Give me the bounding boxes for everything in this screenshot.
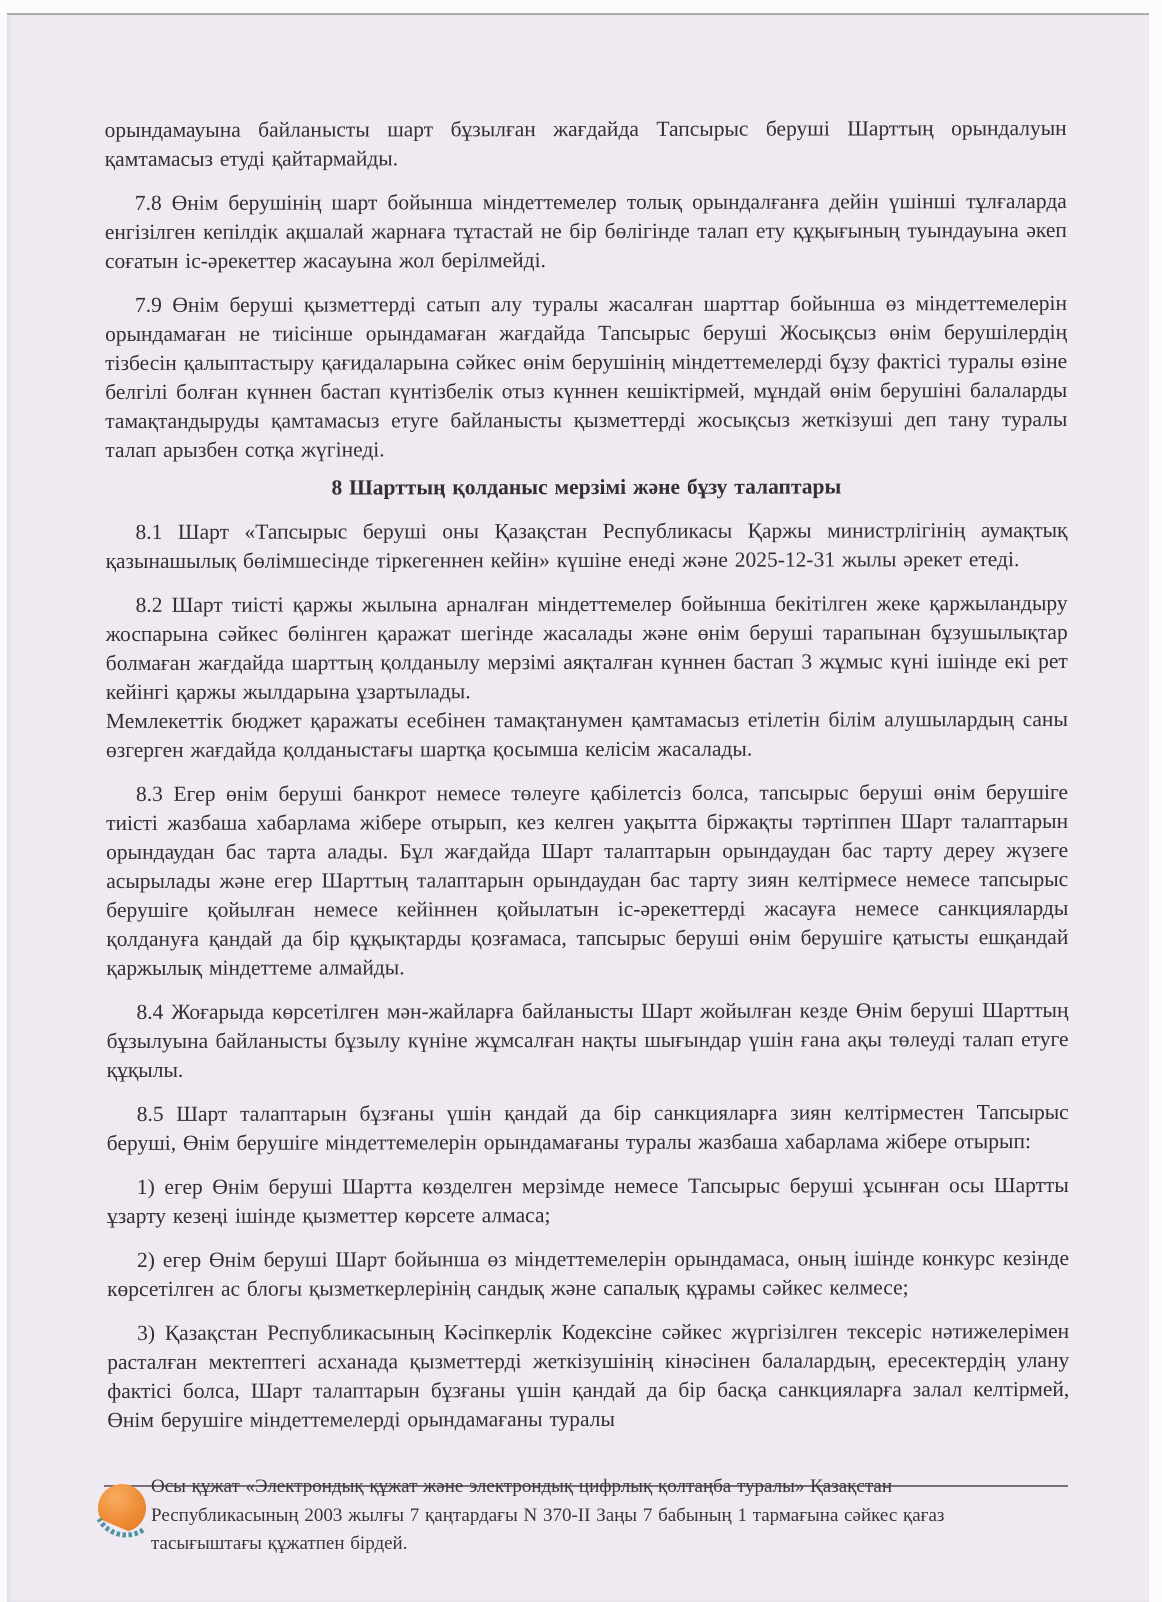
list-item-3: 3) Қазақстан Республикасының Кәсіпкерлік Кодексіне сәйкес жүргізілген тексеріс нәтижелерімен расталған мектептегі асханада қызметтерді жеткізушінің кінәсінен балалардың, ересектердің улану фактісі болса, Шарт талаптарын бұзғаны үшін қандай да бір басқа санкцияларға залал келтірмей, Өнім берушіге міндеттемелерді орындамағаны туралы	[107, 1318, 1070, 1433]
paragraph-7-9: 7.9 Өнім беруші қызметтерді сатып алу туралы жасалған шарттар бойынша өз міндеттемелерін орындамаған не тиісінше орындамаған жағдайда Тапсырыс беруші Жосықсыз өнім берушілердің тізбесін қалыптастыру қағидаларына сәйкес өнім берушінің міндеттемелерді бұзу фактісі туралы өзіне белгілі болған күннен бастап күнтізбелік отыз күннен кешіктірмей, мұндай өнім берушіні балаларды тамақтандыруды қамтамасыз етуге байланысты қызметтерді жосықсыз жеткізуші деп тану туралы талап арызбен сотқа жүгінеді.	[105, 290, 1068, 463]
paragraph-8-2-continuation: Мемлекеттік бюджет қаражаты есебінен тамақтанумен қамтамасыз етілетін білім алушылардың саны өзгерген жағдайда қолданыстағы шартқа қосымша келісім жасалады.	[105, 706, 1068, 763]
contract-body	[105, 114, 1070, 1435]
paragraph-7-8: 7.8 Өнім берушінің шарт бойынша міндеттемелер толық орындалғанға дейін үшінші тұлғаларда енгізілген кепілдік ақшалай жарнаға тұтастай не бір бөлігінде талап ету құқығының туындауына әкеп соғатын іс-әрекеттер жасауына жол берілмейді.	[104, 188, 1067, 274]
paragraph-8-3: 8.3 Егер өнім беруші банкрот немесе төлеуге қабілетсіз болса, тапсырыс беруші өнім берушіге тиісті жазбаша хабарлама жібере отырып, кез келген уақытта біржақты тәртіппен Шарт талаптарын орындаудан бас тарта алады. Бұл жағдайда Шарт талаптарын орындаудан бас тарту дереу жүзеге асырылады және егер Шарттың талаптарын орындаудан бас тарту зиян келтірмесе немесе тапсырыс берушіге қойылған немесе кейіннен қойылатын іс-әрекеттерді жасауға немесе санкцияларды қолдануға қандай да бір құқықтарды қозғамаса, тапсырыс беруші өнім берушіге қатысты ешқандай қаржылық міндеттеме алмайды.	[106, 779, 1069, 981]
paragraph-8-2: 8.2 Шарт тиісті қаржы жылына арналған міндеттемелер бойынша бекітілген жеке қаржыландыру жоспарына сәйкес бөлінген қаражат шегінде жасалады және өнім беруші тарапынан бұзушылықтар болмаған жағдайда шарттың қолданылу мерзімі аяқталған күннен бастап 3 жұмыс күні ішінде екі рет кейінгі қаржы жылдарына ұзартылады.	[105, 590, 1068, 705]
list-item-2: 2) егер Өнім беруші Шарт бойынша өз міндеттемелерін орындамаса, оның ішінде конкурс кезінде көрсетілген ас блогы қызметкерлерінің сандық және сапалық құрамы сәйкес келмесе;	[107, 1245, 1070, 1302]
section-8-heading: 8 Шарттың қолданыс мерзімі және бұзу талаптары	[331, 474, 842, 500]
paragraph-intro-continuation: орындамауына байланысты шарт бұзылған жағдайда Тапсырыс беруші Шарттың орындалуын қамтамасыз етуді қайтармайды.	[104, 115, 1067, 172]
paragraph-8-1: 8.1 Шарт «Тапсырыс беруші оны Қазақстан Республикасы Қаржы министрлігінің аумақтық қазынашылық бөлімшесінде тіркегеннен кейін» күшіне енеді және 2025-12-31 жылы әрекет етеді.	[105, 517, 1068, 574]
paragraph-8-4: 8.4 Жоғарыда көрсетілген мән-жайларға байланысты Шарт жойылған кезде Өнім беруші Шарттың бұзылуына байланысты бұзылу күніне жұмсалған нақты шығындар үшін ғана ақы төлеуді талап етуге құқылы.	[106, 997, 1069, 1083]
document-paper	[7, 13, 1149, 1602]
digital-signature-disclaimer: Осы құжат «Электрондық құжат және электрондық цифрлық қолтаңба туралы» Қазақстан Республикасының 2003 жылғы 7 қаңтардағы N 370-II Заңы 7 бабының 1 тармағына сәйкес қағаз тасығыштағы құжатпен бірдей.	[151, 1476, 945, 1554]
paragraph-8-5: 8.5 Шарт талаптарын бұзғаны үшін қандай да бір санкцияларға зиян келтірместен Тапсырыс беруші, Өнім берушіге міндеттемелерін орындамағаны туралы жазбаша хабарлама жібере отырып:	[106, 1099, 1069, 1156]
list-item-1: 1) егер Өнім беруші Шартта көзделген мерзімде немесе Тапсырыс беруші ұсынған осы Шартты ұзарту кезеңі ішінде қызметтер көрсете алмаса;	[106, 1172, 1069, 1229]
digital-signature-footer	[93, 1473, 993, 1559]
digital-signature-stamp-icon	[93, 1481, 151, 1547]
